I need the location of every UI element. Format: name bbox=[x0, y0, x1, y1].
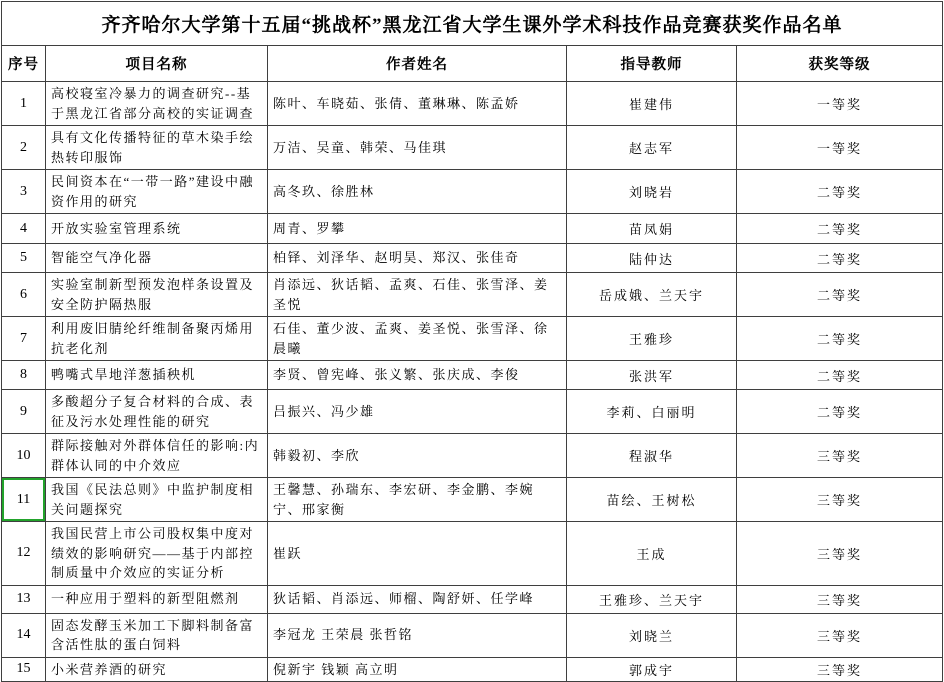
table-row bbox=[2, 613, 943, 657]
advisor-cell: 张洪军 bbox=[567, 361, 737, 390]
authors-cell: 周青、罗攀 bbox=[268, 214, 567, 244]
serial-cell: 8 bbox=[2, 361, 46, 390]
advisor-cell: 陆仲达 bbox=[567, 244, 737, 273]
advisor-cell: 王雅珍 bbox=[567, 317, 737, 361]
authors-cell: 陈叶、车晓茹、张倩、董琳琳、陈孟娇 bbox=[268, 82, 567, 126]
authors-cell: 崔跃 bbox=[268, 522, 567, 586]
award-cell: 二等奖 bbox=[737, 244, 943, 273]
serial-cell: 4 bbox=[2, 214, 46, 244]
authors-cell: 肖添远、狄话韬、孟爽、石佳、张雪泽、姜圣悦 bbox=[268, 273, 567, 317]
authors-cell: 倪新宇 钱颖 高立明 bbox=[268, 657, 567, 682]
project-cell: 民间资本在“一带一路”建设中融资作用的研究 bbox=[46, 170, 268, 214]
advisor-cell: 王成 bbox=[567, 522, 737, 586]
title-row bbox=[2, 2, 943, 46]
advisor-cell: 崔建伟 bbox=[567, 82, 737, 126]
selected-serial-cell[interactable]: 11 bbox=[2, 478, 46, 522]
award-cell: 二等奖 bbox=[737, 214, 943, 244]
project-cell: 多酸超分子复合材料的合成、表征及污水处理性能的研究 bbox=[46, 390, 268, 434]
project-cell: 鸭嘴式旱地洋葱插秧机 bbox=[46, 361, 268, 390]
award-cell: 三等奖 bbox=[737, 657, 943, 682]
page-title: 齐齐哈尔大学第十五届“挑战杯”黑龙江省大学生课外学术科技作品竞赛获奖作品名单 bbox=[2, 2, 943, 46]
award-cell: 二等奖 bbox=[737, 390, 943, 434]
col-header-project: 项目名称 bbox=[46, 46, 268, 82]
award-cell: 三等奖 bbox=[737, 522, 943, 586]
table-row bbox=[2, 585, 943, 613]
table-row bbox=[2, 434, 943, 478]
project-cell: 具有文化传播特征的草木染手绘热转印服饰 bbox=[46, 126, 268, 170]
advisor-cell: 赵志军 bbox=[567, 126, 737, 170]
serial-cell: 2 bbox=[2, 126, 46, 170]
serial-cell: 3 bbox=[2, 170, 46, 214]
table-row bbox=[2, 317, 943, 361]
header-row bbox=[2, 46, 943, 82]
authors-cell: 王馨慧、孙瑞东、李宏研、李金鹏、李婉宁、邢家衡 bbox=[268, 478, 567, 522]
award-cell: 一等奖 bbox=[737, 126, 943, 170]
authors-cell: 李冠龙 王荣晨 张哲铭 bbox=[268, 613, 567, 657]
serial-cell: 1 bbox=[2, 82, 46, 126]
advisor-cell: 刘晓兰 bbox=[567, 613, 737, 657]
table-row bbox=[2, 244, 943, 273]
award-cell: 二等奖 bbox=[737, 317, 943, 361]
award-cell: 三等奖 bbox=[737, 434, 943, 478]
authors-cell: 石佳、董少波、孟爽、姜圣悦、张雪泽、徐晨曦 bbox=[268, 317, 567, 361]
authors-cell: 吕振兴、冯少雄 bbox=[268, 390, 567, 434]
authors-cell: 韩毅初、李欣 bbox=[268, 434, 567, 478]
advisor-cell: 王雅珍、兰天宇 bbox=[567, 585, 737, 613]
project-cell: 高校寝室冷暴力的调查研究--基于黑龙江省部分高校的实证调查 bbox=[46, 82, 268, 126]
table-row bbox=[2, 390, 943, 434]
serial-cell: 10 bbox=[2, 434, 46, 478]
table-row bbox=[2, 170, 943, 214]
award-cell: 三等奖 bbox=[737, 613, 943, 657]
project-cell: 一种应用于塑料的新型阻燃剂 bbox=[46, 585, 268, 613]
table-row bbox=[2, 361, 943, 390]
authors-cell: 万洁、吴童、韩荣、马佳琪 bbox=[268, 126, 567, 170]
serial-cell: 14 bbox=[2, 613, 46, 657]
advisor-cell: 苗凤娟 bbox=[567, 214, 737, 244]
project-cell: 利用废旧腈纶纤维制备聚丙烯用抗老化剂 bbox=[46, 317, 268, 361]
project-cell: 固态发酵玉米加工下脚料制备富含活性肽的蛋白饲料 bbox=[46, 613, 268, 657]
advisor-cell: 岳成娥、兰天宇 bbox=[567, 273, 737, 317]
table-row bbox=[2, 657, 943, 682]
project-cell: 开放实验室管理系统 bbox=[46, 214, 268, 244]
project-cell: 群际接触对外群体信任的影响:内群体认同的中介效应 bbox=[46, 434, 268, 478]
advisor-cell: 李莉、白丽明 bbox=[567, 390, 737, 434]
authors-cell: 狄话韬、肖添远、师榴、陶舒妍、任学峰 bbox=[268, 585, 567, 613]
col-header-award: 获奖等级 bbox=[737, 46, 943, 82]
project-cell: 我国《民法总则》中监护制度相关问题探究 bbox=[46, 478, 268, 522]
authors-cell: 李贤、曾宪峰、张义繁、张庆成、李俊 bbox=[268, 361, 567, 390]
award-cell: 二等奖 bbox=[737, 170, 943, 214]
table-row bbox=[2, 126, 943, 170]
advisor-cell: 郭成宇 bbox=[567, 657, 737, 682]
col-header-no: 序号 bbox=[2, 46, 46, 82]
serial-cell: 12 bbox=[2, 522, 46, 586]
award-cell: 二等奖 bbox=[737, 361, 943, 390]
serial-cell: 13 bbox=[2, 585, 46, 613]
award-cell: 三等奖 bbox=[737, 585, 943, 613]
award-cell: 二等奖 bbox=[737, 273, 943, 317]
serial-cell: 9 bbox=[2, 390, 46, 434]
table-row bbox=[2, 214, 943, 244]
project-cell: 智能空气净化器 bbox=[46, 244, 268, 273]
serial-cell: 15 bbox=[2, 657, 46, 682]
project-cell: 实验室制新型预发泡样条设置及安全防护隔热服 bbox=[46, 273, 268, 317]
award-cell: 三等奖 bbox=[737, 478, 943, 522]
advisor-cell: 苗绘、王树松 bbox=[567, 478, 737, 522]
table-row bbox=[2, 522, 943, 586]
table-row bbox=[2, 273, 943, 317]
authors-cell: 高冬玖、徐胜林 bbox=[268, 170, 567, 214]
serial-cell: 7 bbox=[2, 317, 46, 361]
serial-cell: 5 bbox=[2, 244, 46, 273]
project-cell: 小米营养酒的研究 bbox=[46, 657, 268, 682]
awards-table bbox=[1, 1, 943, 682]
col-header-authors: 作者姓名 bbox=[268, 46, 567, 82]
serial-cell: 6 bbox=[2, 273, 46, 317]
table-row bbox=[2, 478, 943, 522]
table-row bbox=[2, 82, 943, 126]
advisor-cell: 刘晓岩 bbox=[567, 170, 737, 214]
project-cell: 我国民营上市公司股权集中度对绩效的影响研究——基于内部控制质量中介效应的实证分析 bbox=[46, 522, 268, 586]
col-header-advisor: 指导教师 bbox=[567, 46, 737, 82]
advisor-cell: 程淑华 bbox=[567, 434, 737, 478]
authors-cell: 柏铎、刘泽华、赵明昊、郑汉、张佳奇 bbox=[268, 244, 567, 273]
award-cell: 一等奖 bbox=[737, 82, 943, 126]
